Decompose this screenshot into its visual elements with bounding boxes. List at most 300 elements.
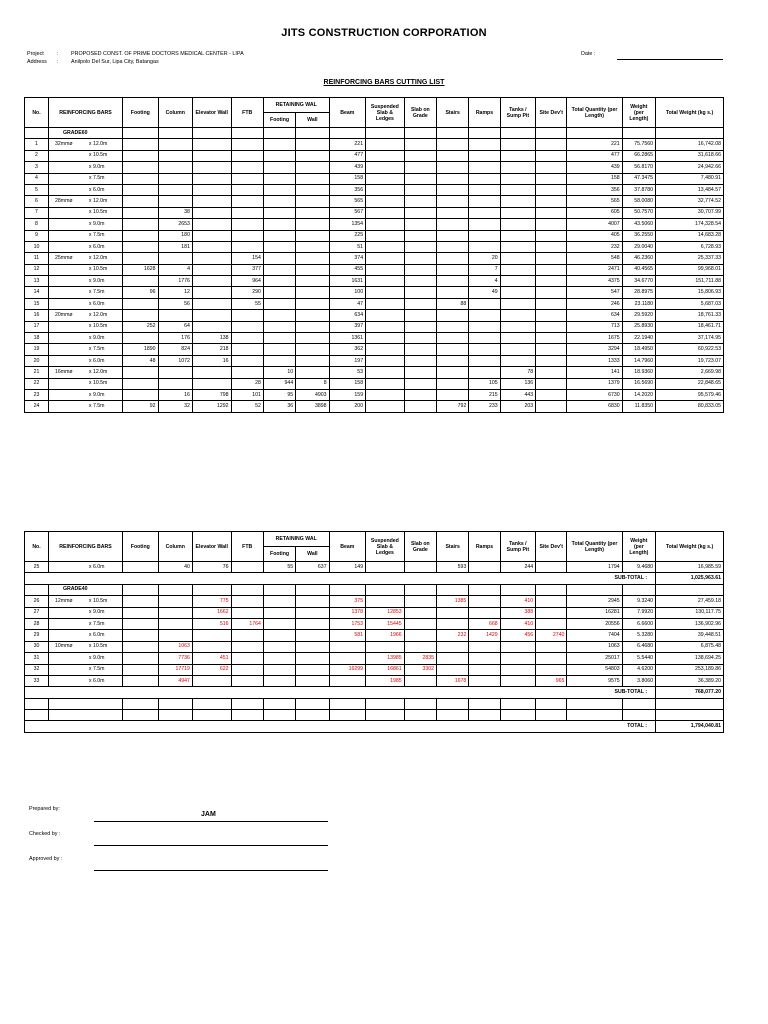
cell-susp bbox=[366, 207, 405, 218]
cell-slab bbox=[404, 184, 436, 195]
col-beam: Beam bbox=[329, 98, 366, 128]
cell-qty: 6830 bbox=[567, 401, 622, 412]
cell-rf bbox=[263, 219, 295, 230]
cell-beam: 1753 bbox=[329, 618, 366, 629]
cell-susp bbox=[366, 139, 405, 150]
cell-slab bbox=[404, 378, 436, 389]
cell-tanks bbox=[500, 241, 535, 252]
blank-row bbox=[25, 710, 724, 721]
cell-slab bbox=[404, 596, 436, 607]
cell-no: 8 bbox=[25, 219, 49, 230]
cell-wt: 37.8780 bbox=[622, 184, 655, 195]
cell-slab bbox=[404, 230, 436, 241]
cell-susp bbox=[366, 184, 405, 195]
cell-tw: 253,189.86 bbox=[656, 664, 724, 675]
cell-no: 5 bbox=[25, 184, 49, 195]
table-row bbox=[25, 333, 724, 344]
date-field-line bbox=[617, 59, 723, 60]
col-total-weight: Total Weight (kg s.) bbox=[656, 532, 724, 562]
cell-slab bbox=[404, 607, 436, 618]
cell-wt: 18.9360 bbox=[622, 367, 655, 378]
table-row bbox=[25, 230, 724, 241]
subtotal-row bbox=[25, 573, 724, 584]
cell-elev bbox=[192, 241, 231, 252]
total-row bbox=[25, 721, 724, 732]
cell-wt: 14.7960 bbox=[622, 355, 655, 366]
cell-ftb bbox=[231, 219, 263, 230]
cell-footing bbox=[123, 139, 158, 150]
cell-beam bbox=[329, 641, 366, 652]
cell-footing: 252 bbox=[123, 321, 158, 332]
cell-size bbox=[48, 378, 82, 389]
cell-size bbox=[48, 664, 82, 675]
cell-ramps: 20 bbox=[469, 253, 500, 264]
cell-column bbox=[158, 253, 192, 264]
col-total-weight: Total Weight (kg s.) bbox=[656, 98, 724, 128]
cell-ftb bbox=[231, 333, 263, 344]
cell-size bbox=[48, 298, 82, 309]
project-value: PROPOSED CONST. OF PRIME DOCTORS MEDICAL CENTER - LIPA bbox=[71, 51, 244, 57]
cell-size bbox=[48, 321, 82, 332]
cell-rf bbox=[263, 264, 295, 275]
cell-tanks bbox=[500, 207, 535, 218]
cell-tanks bbox=[500, 675, 535, 686]
col-elevator: Elevator Wall bbox=[192, 98, 231, 128]
cell-tanks bbox=[500, 264, 535, 275]
cell-no: 6 bbox=[25, 196, 49, 207]
cell-elev bbox=[192, 276, 231, 287]
cell-tw: 15,806.93 bbox=[656, 287, 724, 298]
cell-qty: 2945 bbox=[567, 596, 622, 607]
cell-size bbox=[48, 653, 82, 664]
grade-label: GRADE40 bbox=[48, 584, 122, 595]
cell-elev: 451 bbox=[192, 653, 231, 664]
cell-wt: 6.6600 bbox=[622, 618, 655, 629]
cell-susp bbox=[366, 230, 405, 241]
cell-no: 1 bbox=[25, 139, 49, 150]
cell-no: 26 bbox=[25, 596, 49, 607]
cell-beam: 16299 bbox=[329, 664, 366, 675]
cell-column: 12 bbox=[158, 287, 192, 298]
cell-ramps bbox=[469, 355, 500, 366]
cell-rf bbox=[263, 298, 295, 309]
cell-footing bbox=[123, 298, 158, 309]
cell-wt: 29.5920 bbox=[622, 310, 655, 321]
cell-susp bbox=[366, 310, 405, 321]
col-beam: Beam bbox=[329, 532, 366, 562]
cell-tanks bbox=[500, 162, 535, 173]
cell-footing bbox=[123, 664, 158, 675]
table-row bbox=[25, 367, 724, 378]
cell-tw: 136,902.96 bbox=[656, 618, 724, 629]
cell-column: 17719 bbox=[158, 664, 192, 675]
cell-elev bbox=[192, 150, 231, 161]
cell-susp bbox=[366, 367, 405, 378]
cell-stairs bbox=[437, 664, 469, 675]
cell-ramps: 4 bbox=[469, 276, 500, 287]
cell-susp bbox=[366, 276, 405, 287]
cell-wt: 58.0080 bbox=[622, 196, 655, 207]
cell-wt: 75.7560 bbox=[622, 139, 655, 150]
cell-qty: 16281 bbox=[567, 607, 622, 618]
cell-susp: 16861 bbox=[366, 664, 405, 675]
approved-by-line bbox=[94, 870, 328, 871]
cell-wt: 28.8975 bbox=[622, 287, 655, 298]
cell-rw bbox=[296, 618, 329, 629]
cell-rw bbox=[296, 321, 329, 332]
cell-rw bbox=[296, 355, 329, 366]
cell-site bbox=[536, 162, 567, 173]
cell-site: 965 bbox=[536, 675, 567, 686]
table-row bbox=[25, 264, 724, 275]
cell-slab: 2835 bbox=[404, 653, 436, 664]
cell-beam bbox=[329, 675, 366, 686]
cell-ramps bbox=[469, 219, 500, 230]
cell-tanks: 410 bbox=[500, 618, 535, 629]
cell-beam: 565 bbox=[329, 196, 366, 207]
cell-tanks: 136 bbox=[500, 378, 535, 389]
cell-beam: 375 bbox=[329, 596, 366, 607]
cell-beam: 455 bbox=[329, 264, 366, 275]
cell-elev bbox=[192, 641, 231, 652]
cell-no: 21 bbox=[25, 367, 49, 378]
cell-no: 28 bbox=[25, 618, 49, 629]
cell-ftb bbox=[231, 162, 263, 173]
cell-column bbox=[158, 139, 192, 150]
cell-beam: 53 bbox=[329, 367, 366, 378]
cell-site bbox=[536, 401, 567, 412]
cell-wt: 29.0040 bbox=[622, 241, 655, 252]
cell-elev: 76 bbox=[192, 562, 231, 573]
cell-ramps bbox=[469, 596, 500, 607]
cell-tanks bbox=[500, 653, 535, 664]
cell-beam: 567 bbox=[329, 207, 366, 218]
cell-tw: 25,337.33 bbox=[656, 253, 724, 264]
cell-ramps bbox=[469, 230, 500, 241]
cell-ramps bbox=[469, 607, 500, 618]
cell-slab bbox=[404, 389, 436, 400]
cell-ftb bbox=[231, 230, 263, 241]
cell-no: 18 bbox=[25, 333, 49, 344]
cell-ftb bbox=[231, 196, 263, 207]
cell-ftb: 55 bbox=[231, 298, 263, 309]
cell-ramps bbox=[469, 310, 500, 321]
cell-size bbox=[48, 675, 82, 686]
table-row bbox=[25, 310, 724, 321]
cell-tw: 30,707.99 bbox=[656, 207, 724, 218]
cell-rf: 36 bbox=[263, 401, 295, 412]
cell-susp bbox=[366, 196, 405, 207]
cell-rw bbox=[296, 333, 329, 344]
cell-ftb bbox=[231, 630, 263, 641]
cell-no: 23 bbox=[25, 389, 49, 400]
table-row bbox=[25, 241, 724, 252]
cell-ramps bbox=[469, 241, 500, 252]
table-row bbox=[25, 173, 724, 184]
cell-tanks bbox=[500, 184, 535, 195]
cell-qty: 4375 bbox=[567, 276, 622, 287]
document-title-text: REINFORCING BARS CUTTING LIST bbox=[323, 79, 445, 86]
col-ret-footing: Footing bbox=[263, 547, 295, 562]
cell-footing bbox=[123, 173, 158, 184]
cell-tanks bbox=[500, 287, 535, 298]
cell-wt: 4.6200 bbox=[622, 664, 655, 675]
cell-qty: 547 bbox=[567, 287, 622, 298]
cell-len: x 10.5m bbox=[83, 264, 123, 275]
cell-no: 12 bbox=[25, 264, 49, 275]
cell-wt: 5.5440 bbox=[622, 653, 655, 664]
cell-beam: 158 bbox=[329, 173, 366, 184]
cell-ftb bbox=[231, 562, 263, 573]
table-row bbox=[25, 150, 724, 161]
cell-slab bbox=[404, 310, 436, 321]
cell-susp bbox=[366, 596, 405, 607]
cell-susp bbox=[366, 321, 405, 332]
cell-stairs: 593 bbox=[437, 562, 469, 573]
checked-by-line bbox=[94, 845, 328, 846]
cell-column: 56 bbox=[158, 298, 192, 309]
cell-tanks bbox=[500, 310, 535, 321]
cell-slab bbox=[404, 367, 436, 378]
subtotal-row-label: SUB-TOTAL : bbox=[25, 687, 656, 698]
table-row bbox=[25, 184, 724, 195]
cell-tw: 174,328.54 bbox=[656, 219, 724, 230]
cell-column: 176 bbox=[158, 333, 192, 344]
cell-tanks bbox=[500, 139, 535, 150]
col-qty: Total Quantity (per Length) bbox=[567, 98, 622, 128]
cell-len: x 12.0m bbox=[83, 310, 123, 321]
cell-ftb bbox=[231, 653, 263, 664]
cell-size: 10mmø bbox=[48, 641, 82, 652]
cell-no: 13 bbox=[25, 276, 49, 287]
cell-rf: 944 bbox=[263, 378, 295, 389]
cell-beam: 51 bbox=[329, 241, 366, 252]
col-slab-grade: Slab on Grade bbox=[404, 532, 436, 562]
cell-len: x 6.0m bbox=[83, 241, 123, 252]
cell-rw bbox=[296, 253, 329, 264]
cell-tw: 22,848.65 bbox=[656, 378, 724, 389]
cell-slab bbox=[404, 264, 436, 275]
cell-ftb: 377 bbox=[231, 264, 263, 275]
cell-size bbox=[48, 241, 82, 252]
cell-stairs bbox=[437, 139, 469, 150]
cell-rw: 3898 bbox=[296, 401, 329, 412]
cell-len: x 6.0m bbox=[83, 184, 123, 195]
col-slab-grade: Slab on Grade bbox=[404, 98, 436, 128]
cell-qty: 6730 bbox=[567, 389, 622, 400]
cell-site bbox=[536, 276, 567, 287]
cell-rw bbox=[296, 664, 329, 675]
cell-wt: 9.4680 bbox=[622, 562, 655, 573]
cell-susp bbox=[366, 641, 405, 652]
cell-tw: 2,669.98 bbox=[656, 367, 724, 378]
cell-site bbox=[536, 264, 567, 275]
cell-stairs bbox=[437, 184, 469, 195]
subtotal-row-label: SUB-TOTAL : bbox=[25, 573, 656, 584]
cell-elev bbox=[192, 207, 231, 218]
cell-wt: 36.2550 bbox=[622, 230, 655, 241]
checked-by-label: Checked by : bbox=[29, 831, 61, 837]
blank-row bbox=[25, 698, 724, 709]
cell-site bbox=[536, 641, 567, 652]
cell-beam: 158 bbox=[329, 378, 366, 389]
cell-stairs bbox=[437, 253, 469, 264]
cell-size bbox=[48, 630, 82, 641]
cell-slab bbox=[404, 173, 436, 184]
cell-site bbox=[536, 344, 567, 355]
cell-ftb bbox=[231, 355, 263, 366]
cell-ftb bbox=[231, 664, 263, 675]
cell-slab bbox=[404, 333, 436, 344]
cell-column bbox=[158, 607, 192, 618]
cell-qty: 54803 bbox=[567, 664, 622, 675]
cell-no: 30 bbox=[25, 641, 49, 652]
cell-size: 28mmø bbox=[48, 196, 82, 207]
cell-wt: 11.8350 bbox=[622, 401, 655, 412]
col-no: No. bbox=[25, 532, 49, 562]
cell-footing bbox=[123, 618, 158, 629]
cell-footing bbox=[123, 276, 158, 287]
address-line bbox=[27, 59, 159, 65]
table-row bbox=[25, 596, 724, 607]
cell-len: x 7.5m bbox=[83, 618, 123, 629]
cell-beam bbox=[329, 653, 366, 664]
cell-beam: 1361 bbox=[329, 333, 366, 344]
cell-beam: 374 bbox=[329, 253, 366, 264]
cell-stairs: 88 bbox=[437, 298, 469, 309]
col-footing: Footing bbox=[123, 98, 158, 128]
cell-site bbox=[536, 333, 567, 344]
cell-elev bbox=[192, 264, 231, 275]
cell-column bbox=[158, 378, 192, 389]
cell-ramps bbox=[469, 150, 500, 161]
cell-elev bbox=[192, 162, 231, 173]
cell-rw: 637 bbox=[296, 562, 329, 573]
cell-len: x 10.5m bbox=[83, 321, 123, 332]
cell-rw bbox=[296, 344, 329, 355]
cell-tw: 130,117.75 bbox=[656, 607, 724, 618]
rebar-table-1 bbox=[24, 97, 724, 413]
cell-wt: 5.3280 bbox=[622, 630, 655, 641]
cell-elev: 218 bbox=[192, 344, 231, 355]
col-qty: Total Quantity (per Length) bbox=[567, 532, 622, 562]
cell-susp: 1966 bbox=[366, 630, 405, 641]
cell-no: 20 bbox=[25, 355, 49, 366]
cell-susp bbox=[366, 287, 405, 298]
col-weight: Weight (per Length) bbox=[622, 98, 655, 128]
table-row bbox=[25, 653, 724, 664]
cell-stairs bbox=[437, 378, 469, 389]
cell-rw bbox=[296, 596, 329, 607]
cell-tw: 95,579.46 bbox=[656, 389, 724, 400]
table-row bbox=[25, 207, 724, 218]
col-footing: Footing bbox=[123, 532, 158, 562]
cell-tw: 16,742.08 bbox=[656, 139, 724, 150]
col-stairs: Stairs bbox=[437, 532, 469, 562]
cell-rw bbox=[296, 367, 329, 378]
cell-qty: 141 bbox=[567, 367, 622, 378]
cell-wt: 47.3475 bbox=[622, 173, 655, 184]
cell-len: x 12.0m bbox=[83, 196, 123, 207]
cell-tanks bbox=[500, 219, 535, 230]
table-row bbox=[25, 618, 724, 629]
cell-susp bbox=[366, 333, 405, 344]
table-row bbox=[25, 253, 724, 264]
cell-beam: 221 bbox=[329, 139, 366, 150]
cell-tanks bbox=[500, 230, 535, 241]
cell-susp: 1985 bbox=[366, 675, 405, 686]
cell-stairs: 1678 bbox=[437, 675, 469, 686]
cell-stairs bbox=[437, 241, 469, 252]
cell-qty: 246 bbox=[567, 298, 622, 309]
cell-wt: 34.6770 bbox=[622, 276, 655, 287]
cell-slab bbox=[404, 298, 436, 309]
cell-footing bbox=[123, 310, 158, 321]
cell-rf bbox=[263, 355, 295, 366]
cell-tw: 31,618.66 bbox=[656, 150, 724, 161]
cell-site bbox=[536, 184, 567, 195]
cell-column: 2653 bbox=[158, 219, 192, 230]
cell-wt: 66.2865 bbox=[622, 150, 655, 161]
cell-tanks bbox=[500, 150, 535, 161]
cell-elev bbox=[192, 173, 231, 184]
cell-column bbox=[158, 173, 192, 184]
cell-rf bbox=[263, 664, 295, 675]
table-row bbox=[25, 321, 724, 332]
cell-len: x 7.5m bbox=[83, 344, 123, 355]
cell-rw bbox=[296, 162, 329, 173]
table-row bbox=[25, 664, 724, 675]
cell-elev bbox=[192, 310, 231, 321]
cell-stairs bbox=[437, 196, 469, 207]
cell-susp bbox=[366, 401, 405, 412]
cell-len: x 10.5m bbox=[83, 378, 123, 389]
cell-tanks: 203 bbox=[500, 401, 535, 412]
cell-size: 32mmø bbox=[48, 139, 82, 150]
cell-slab bbox=[404, 401, 436, 412]
cell-footing: 96 bbox=[123, 287, 158, 298]
cell-footing bbox=[123, 150, 158, 161]
cell-ramps: 7 bbox=[469, 264, 500, 275]
table-row bbox=[25, 562, 724, 573]
rebar-table-2 bbox=[24, 531, 724, 733]
table-row bbox=[25, 401, 724, 412]
cell-tw: 32,774.52 bbox=[656, 196, 724, 207]
cell-rw bbox=[296, 196, 329, 207]
cell-elev bbox=[192, 367, 231, 378]
cell-site bbox=[536, 321, 567, 332]
cell-tanks bbox=[500, 321, 535, 332]
cell-footing bbox=[123, 196, 158, 207]
cell-ramps bbox=[469, 184, 500, 195]
cell-size bbox=[48, 355, 82, 366]
cell-stairs: 1385 bbox=[437, 596, 469, 607]
cell-susp bbox=[366, 173, 405, 184]
cell-tw: 39,448.51 bbox=[656, 630, 724, 641]
cell-no: 33 bbox=[25, 675, 49, 686]
cell-no: 10 bbox=[25, 241, 49, 252]
cell-susp bbox=[366, 150, 405, 161]
cell-rw bbox=[296, 230, 329, 241]
cell-susp bbox=[366, 355, 405, 366]
cell-rf bbox=[263, 333, 295, 344]
cell-no: 11 bbox=[25, 253, 49, 264]
cell-site bbox=[536, 253, 567, 264]
project-line bbox=[27, 51, 244, 57]
cell-rf bbox=[263, 276, 295, 287]
cell-footing bbox=[123, 230, 158, 241]
cell-elev: 798 bbox=[192, 389, 231, 400]
